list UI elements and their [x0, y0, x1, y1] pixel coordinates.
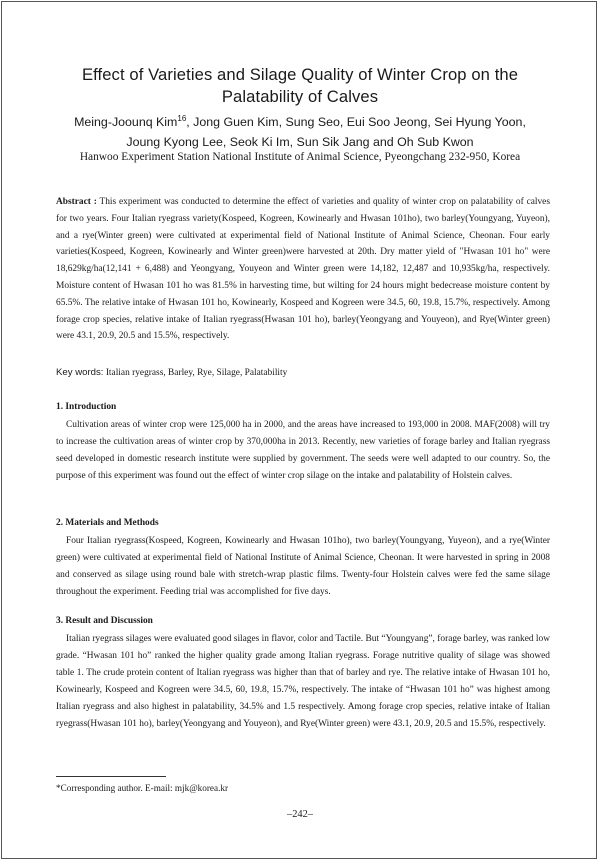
section-heading-results: 3. Result and Discussion	[56, 616, 153, 626]
section-heading-methods: 2. Materials and Methods	[56, 518, 159, 528]
author-line-1-rest: , Jong Guen Kim, Sung Seo, Eui Soo Jeong, Sei Hyung Yoon,	[186, 115, 526, 129]
author-list	[40, 112, 560, 152]
affiliation: Hanwoo Experiment Station National Institute of Animal Science, Pyeongchang 232-950, Korea	[79, 151, 521, 163]
first-author: Meing-Joounq Kim	[74, 115, 178, 129]
abstract-text: This experiment was conducted to determine the effect of varieties and quality of winter crop on palatability of calves for two years. Four Italian ryegrass variety(Kospeed, Kogreen, Kowinearly and Hwasan 101ho), two barley(Youngyang, Yuyeon), and a rye(Winter green) were cultivated at experimental field of National Institute of Animal Science, Cheonan. Four early varieties(Kospeed, Kogreen, Kowinearly and Winter green)were harvested at 20th. Dry matter yield of "Hwasan 101 ho" were 18,629kg/ha(12,141 + 6,488) and Yeongyang, Youyeon and Winter green were 14,182, 12,487 and 10,935kg/ha, respectively. Moisture content of Hwasan 101 ho was 81.5% in harvesting time, but wilting for 24 hours might bedecrease moisture content by 65.5%. The relative intake of Hwasan 101 ho, Kowinearly, Kospeed and Kogreen were 34.5, 60, 19.8, 15.7%, respectively. Among forage crop species, relative intake of Italian ryegrass(Hwasan 101 ho), barley(Yeongyang and Youyeon), and Rye(Winter green) were 43.1, 20.9, 20.5 and 15.5%, respectively.	[56, 197, 550, 342]
footnote-rule	[56, 776, 166, 777]
section-body-results: Italian ryegrass silages were evaluated good silages in flavor, color and Tactile. But “Youngyang”, forage barley, was ranked low grade. “Hwasan 101 ho” ranked the higher quality grade among Italian ryegrass. Forage nutritive quality of silage was showed table 1. The crude protein content of Italian ryegrass was higher than that of barley and rye. The relative intake of Hwasan 101 ho, Kowinearly, Kospeed and Kogreen were 34.5, 60, 19.8, 15.7%, respectively. The intake of “Hwasan 101 ho” was highest among Italian ryegrass and also highest in palatability, 34.5% and 1.5 respectively. Among forage crop species, relative intake of Italian ryegrass(Hwasan 101 ho), barley(Yeongyang and Youyeon), and Rye(Winter green) were 43.1, 20.9, 20.5 and 15.5%, respectively.	[56, 634, 550, 729]
page-number: –242–	[287, 809, 313, 820]
paper-title: Effect of Varieties and Silage Quality of Winter Crop on the Palatability of Calves	[81, 65, 519, 106]
section-body-introduction: Cultivation areas of winter crop were 125,000 ha in 2000, and the areas have increased to 193,000 in 2008. MAF(2008) will try to increase the cultivation areas of winter crop by 370,000ha in 2013. Recently, new varieties of forage barley and Italian ryegrass seed developed in domestic research institute were supplied by government. The seeds were well adapted to our country. So, the purpose of this experiment was found out the effect of winter crop silage on the intake and palatability of Holstein calves.	[56, 420, 550, 481]
author-line-2: Joung Kyong Lee, Seok Ki Im, Sun Sik Jang and Oh Sub Kwon	[126, 135, 474, 149]
section-heading-introduction: 1. Introduction	[56, 402, 117, 412]
keywords-text: Italian ryegrass, Barley, Rye, Silage, Palatability	[105, 368, 288, 378]
keywords-label: Key words:	[56, 367, 104, 378]
abstract-label: Abstract :	[56, 197, 97, 207]
section-body-methods: Four Italian ryegrass(Kospeed, Kogreen, Kowinearly and Hwasan 101ho), two barley(Youngyang, Yuyeon), and a rye(Winter green) were cultivated at experimental field of National Institute of Animal Science, Cheonan. It were harvested in spring in 2008 and conserved as silage using round bale with stretch-wrap plastic films. Twenty-four Holstein calves were fed the same silage throughout the experiment. Feeding trial was accomplished for five days.	[56, 536, 550, 597]
corresponding-mark: 16	[177, 113, 187, 123]
abstract	[56, 194, 550, 345]
author-line-1	[40, 112, 560, 132]
keywords	[56, 366, 550, 380]
corresponding-author-footnote: *Corresponding author. E-mail: mjk@korea.kr	[56, 783, 229, 793]
